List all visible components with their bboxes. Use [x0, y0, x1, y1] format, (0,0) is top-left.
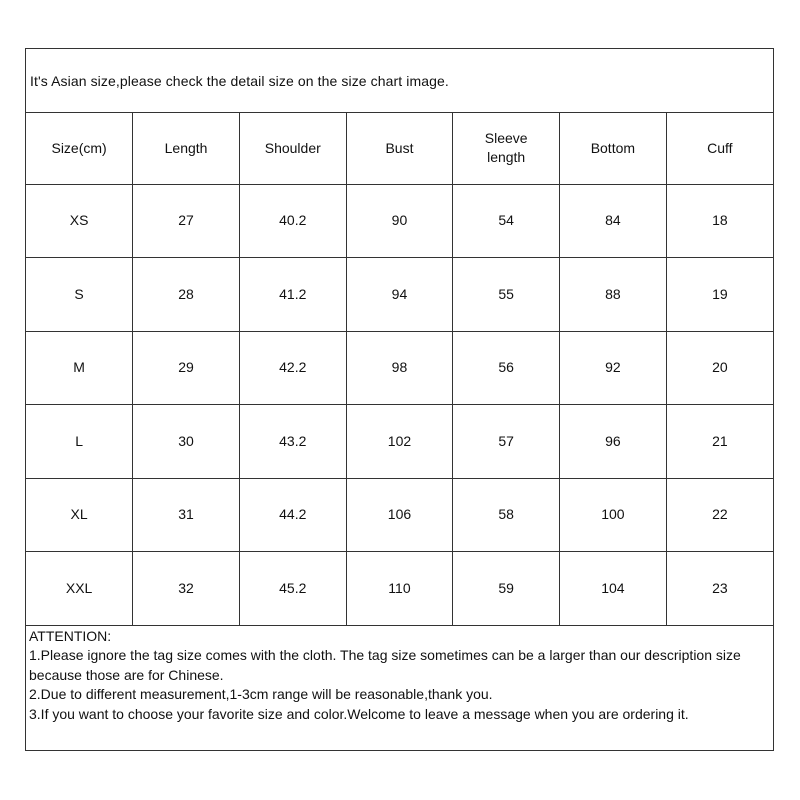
table-row	[26, 258, 773, 332]
table-row	[26, 184, 773, 258]
cell-length: 27	[133, 184, 240, 258]
cell-cuff: 20	[666, 331, 773, 405]
cell-sleeve: 58	[453, 478, 560, 552]
cell-sleeve: 57	[453, 405, 560, 479]
cell-shoulder: 44.2	[239, 478, 346, 552]
header-cuff: Cuff	[666, 113, 773, 184]
attention-line-2: 2.Due to different measurement,1-3cm range will be reasonable,thank you.	[29, 686, 493, 702]
table-row	[26, 405, 773, 479]
cell-sleeve: 56	[453, 331, 560, 405]
cell-cuff: 23	[666, 552, 773, 626]
attention-notes	[26, 626, 773, 750]
cell-bottom: 100	[560, 478, 667, 552]
attention-title: ATTENTION:	[29, 627, 112, 644]
cell-shoulder: 41.2	[239, 258, 346, 332]
cell-bottom: 92	[560, 331, 667, 405]
cell-bust: 102	[346, 405, 453, 479]
cell-cuff: 19	[666, 258, 773, 332]
cell-size: S	[26, 258, 133, 332]
header-size: Size(cm)	[26, 113, 133, 184]
cell-shoulder: 45.2	[239, 552, 346, 626]
cell-length: 28	[133, 258, 240, 332]
cell-bust: 110	[346, 552, 453, 626]
cell-size: L	[26, 405, 133, 479]
table-row	[26, 552, 773, 626]
cell-shoulder: 43.2	[239, 405, 346, 479]
cell-cuff: 21	[666, 405, 773, 479]
cell-cuff: 22	[666, 478, 773, 552]
cell-bust: 90	[346, 184, 453, 258]
size-chart-sheet	[25, 48, 774, 751]
cell-bust: 98	[346, 331, 453, 405]
cell-sleeve: 55	[453, 258, 560, 332]
cell-cuff: 18	[666, 184, 773, 258]
table-row	[26, 478, 773, 552]
header-sleeve-length: Sleeve length	[453, 113, 560, 184]
cell-bottom: 84	[560, 184, 667, 258]
cell-bottom: 88	[560, 258, 667, 332]
cell-length: 30	[133, 405, 240, 479]
intro-note: It's Asian size,please check the detail size on the size chart image.	[26, 49, 773, 113]
cell-length: 32	[133, 552, 240, 626]
cell-size: XXL	[26, 552, 133, 626]
header-length: Length	[133, 113, 240, 184]
cell-bust: 106	[346, 478, 453, 552]
cell-size: M	[26, 331, 133, 405]
cell-length: 31	[133, 478, 240, 552]
header-bottom: Bottom	[560, 113, 667, 184]
attention-line-1: 1.Please ignore the tag size comes with the cloth. The tag size sometimes can be a larger than our description size because those are for Chinese.	[29, 647, 741, 683]
cell-bottom: 104	[560, 552, 667, 626]
attention-line-3: 3.If you want to choose your favorite size and color.Welcome to leave a message when you are ordering it.	[29, 705, 689, 722]
cell-sleeve: 59	[453, 552, 560, 626]
cell-length: 29	[133, 331, 240, 405]
cell-shoulder: 42.2	[239, 331, 346, 405]
cell-size: XL	[26, 478, 133, 552]
cell-size: XS	[26, 184, 133, 258]
size-table	[26, 113, 773, 626]
table-header-row	[26, 113, 773, 184]
cell-bust: 94	[346, 258, 453, 332]
table-row	[26, 331, 773, 405]
cell-sleeve: 54	[453, 184, 560, 258]
header-bust: Bust	[346, 113, 453, 184]
cell-bottom: 96	[560, 405, 667, 479]
cell-shoulder: 40.2	[239, 184, 346, 258]
header-shoulder: Shoulder	[239, 113, 346, 184]
